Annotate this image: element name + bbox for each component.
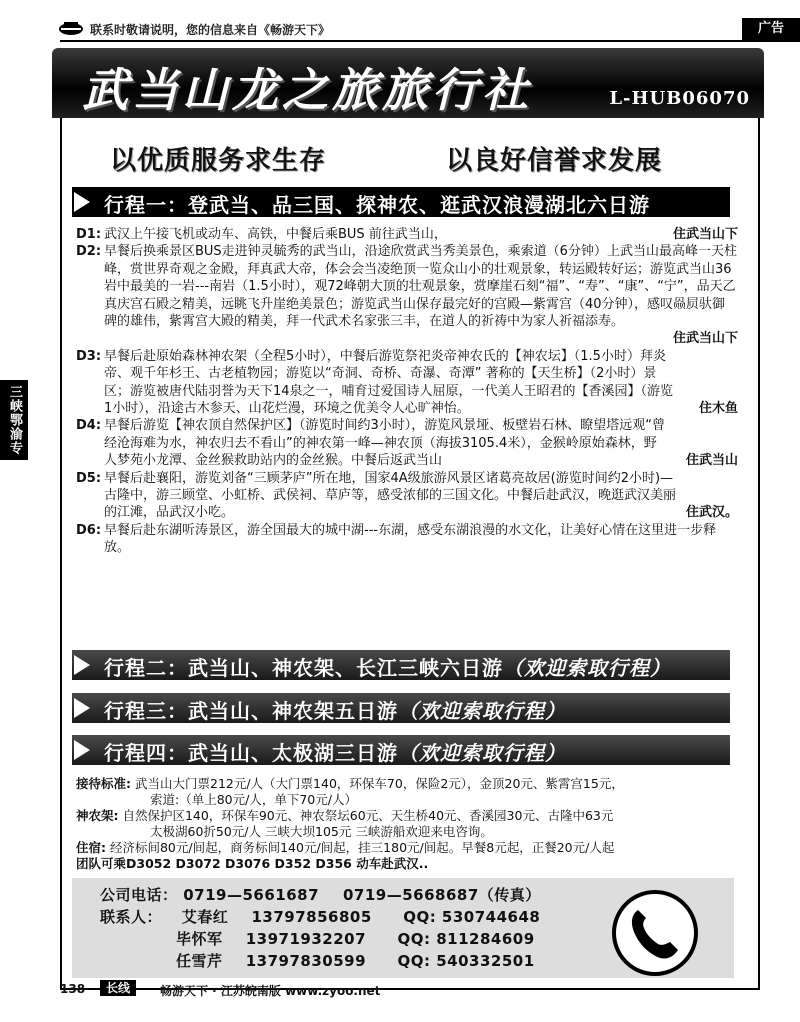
day-id: D4:: [76, 418, 102, 434]
slogan-service: 以优质服务求生存: [110, 146, 327, 176]
reception-line-1: 武当山大门票212元/人（大门票140，环保车70，保险2元），金顶20元、紫霄宫15元，: [134, 776, 624, 791]
source-notice: 联系时敬请说明，您的信息来自《畅游天下》: [90, 23, 331, 37]
contact-qq: QQ: 540332501: [397, 952, 535, 970]
company-phone-2: 0719—5668687（传真）: [342, 886, 541, 904]
day-item: [76, 470, 738, 522]
day-stay: 住木鱼: [698, 401, 738, 417]
itinerary-4-header: [72, 735, 730, 765]
itinerary-2-note: （欢迎索取行程）: [503, 656, 671, 680]
lodging-text: 经济标间80元/间起，商务标间140元/间起，挂三180元/间起。早餐8元起，正餐20元/人起: [109, 840, 615, 855]
day-text: 早餐后赴原始森林神农架（全程5小时），中餐后游览祭祀炎帝神农氏的【神农坛】（1.5小时）拜炎帝、观千年杉王、古老植物园；游览以“奇洞、奇桥、奇瀑、奇潭” 著称的【天生桥】（2小时）景区；游览被唐代陆羽誉为天下14泉之一，哺育过爱国诗人屈原，一代美人王昭君的【香溪园】（游览1小时），沿途古木参天、山花烂漫，环境之优美令人心旷神怡。: [104, 348, 674, 417]
itinerary-4-note: （欢迎索取行程）: [398, 741, 566, 765]
itinerary-2-label: 行程二：武当山、神农架、长江三峡六日游: [104, 656, 503, 680]
phone-label: 公司电话：: [100, 886, 178, 904]
day-id: D2:: [76, 244, 102, 260]
day-item: [76, 522, 738, 557]
contact-qq: QQ: 811284609: [397, 930, 535, 948]
top-notice-bar: [60, 18, 800, 42]
shennongjia-line-1: 自然保护区140，环保车90元、神农祭坛60元、天生桥40元、香溪园30元、古隆中63元: [122, 808, 614, 823]
shennongjia-label: 神农架:: [76, 808, 119, 823]
day-stay: 住武汉。: [685, 505, 738, 521]
play-arrow-icon: [74, 740, 90, 760]
lodging-label: 住宿:: [76, 840, 106, 855]
ad-label: 广告: [742, 18, 800, 40]
day-text: 武汉上午接飞机或动车、高铁，中餐后乘BUS 前往武当山，: [104, 227, 447, 242]
publication-name: 畅游天下 · 江苏皖南版 www.zyoo.net: [160, 984, 381, 998]
page-number: 138: [60, 982, 86, 996]
side-tab: 三峡鄂渝专: [0, 380, 28, 460]
play-arrow-icon: [74, 698, 90, 718]
day-stay: 住武当山下: [672, 331, 738, 347]
day-item: [76, 243, 738, 347]
day-item: [76, 417, 738, 469]
itinerary-4-label: 行程四：武当山、太极湖三日游: [104, 741, 398, 765]
day-stay: 住武当山下: [672, 227, 738, 242]
day-text: 早餐后游览【神农顶自然保护区】（游览时间约3小时），游览风景垭、板壁岩石林、瞭望塔远观“曾经沧海难为水，神农归去不看山”的神农第一峰—神农顶（海拔3105.4米），金猴岭原始森林，野人梦苑小龙潭、金丝猴救助站内的金丝猴。中餐后返武当山: [104, 418, 666, 469]
itinerary-3-header: [72, 693, 730, 723]
itinerary-3-label: 行程三：武当山、神农架五日游: [104, 699, 398, 723]
play-arrow-icon: [74, 192, 90, 212]
itinerary-1-label: 行程一：登武当、品三国、探神农、逛武汉浪漫湖北六日游: [104, 193, 650, 217]
itinerary-1-days: [76, 226, 738, 557]
itinerary-2-header: [72, 650, 730, 680]
section-tag: 长线: [100, 980, 136, 996]
shennongjia-line-2: 太极湖60折50元/人 三峡大坝105元 三峡游船欢迎来电咨询。: [150, 824, 493, 839]
agency-title: 武当山龙之旅旅行社: [82, 63, 532, 117]
contact-mobile: 13797856805: [251, 908, 372, 926]
day-text: 早餐后赴东湖听涛景区，游全国最大的城中湖---东湖，感受东湖浪漫的水文化，让美好心情在这里进一步释放。: [104, 522, 717, 556]
day-id: D5:: [76, 470, 102, 486]
slogans: [110, 140, 730, 180]
day-item: [76, 348, 738, 418]
contact-name: 任雪芹: [176, 952, 223, 970]
day-text: 早餐后赴襄阳，游览刘备“三顾茅庐”所在地，国家4A级旅游风景区诸葛亮故居(游览时间约2小时)—古隆中，游三顾堂、小虹桥、武侯祠、草庐等，感受浓郁的三国文化。中餐后赴武汉，晚逛武汉美丽的江滩，品武汉小吃。: [104, 470, 677, 521]
reception-label: 接待标准:: [76, 776, 131, 791]
play-arrow-icon: [74, 655, 90, 675]
reception-line-2: 索道:（单上80元/人，单下70元/人）: [150, 792, 357, 807]
page-footer: [60, 978, 800, 998]
slogan-reputation: 以良好信誉求发展: [446, 146, 663, 176]
day-id: D3:: [76, 348, 102, 364]
day-text: 早餐后换乘景区BUS走进钟灵毓秀的武当山，沿途欣赏武当秀美景色，乘索道（6分钟）上武当山最高峰一天柱峰，赏世界奇观之金殿，拜真武大帝，体会会当凌绝顶一览众山小的壮观景象，转运殿转好运；游览武当山36岩中最美的一岩---南岩（1.5小时），观72峰朝大顶的壮观景象，赏摩崖石刻“福”、“寿”、“康”、“宁”，品天乙真庆宫石殿之精美，远眺飞升崖绝美景色；游览武当山保存最完好的宫殿—紫霄宫（40分钟），感叹赑屃驮御碑的雄伟，紫霄宫大殿的精美，拜一代武术名家张三丰，在道人的祈祷中为家人祈福添寿。: [104, 244, 737, 330]
itinerary-1-header: [72, 187, 730, 217]
group-train-text: 团队可乘D3052 D3072 D3076 D352 D356 动车赴武汉..: [76, 856, 429, 871]
contact-name: 毕怀军: [176, 930, 223, 948]
contact-qq: QQ: 530744648: [403, 908, 541, 926]
price-standards: [76, 776, 738, 872]
day-stay: 住武当山: [685, 453, 738, 469]
agency-banner: [52, 48, 764, 118]
contact-mobile: 13797830599: [245, 952, 367, 970]
itinerary-3-note: （欢迎索取行程）: [398, 699, 566, 723]
contact-mobile: 13971932207: [245, 930, 367, 948]
day-item: [76, 226, 738, 243]
magazine-logo-icon: [58, 20, 84, 36]
telephone-icon: [612, 890, 698, 976]
company-phone-1: 0719—5661687: [183, 886, 320, 904]
contact-person-label: 联系人：: [100, 908, 163, 926]
license-number: L-HUB06070: [609, 88, 750, 109]
day-id: D1:: [76, 227, 102, 242]
day-id: D6:: [76, 522, 102, 538]
contact-name: 艾春红: [181, 908, 229, 926]
